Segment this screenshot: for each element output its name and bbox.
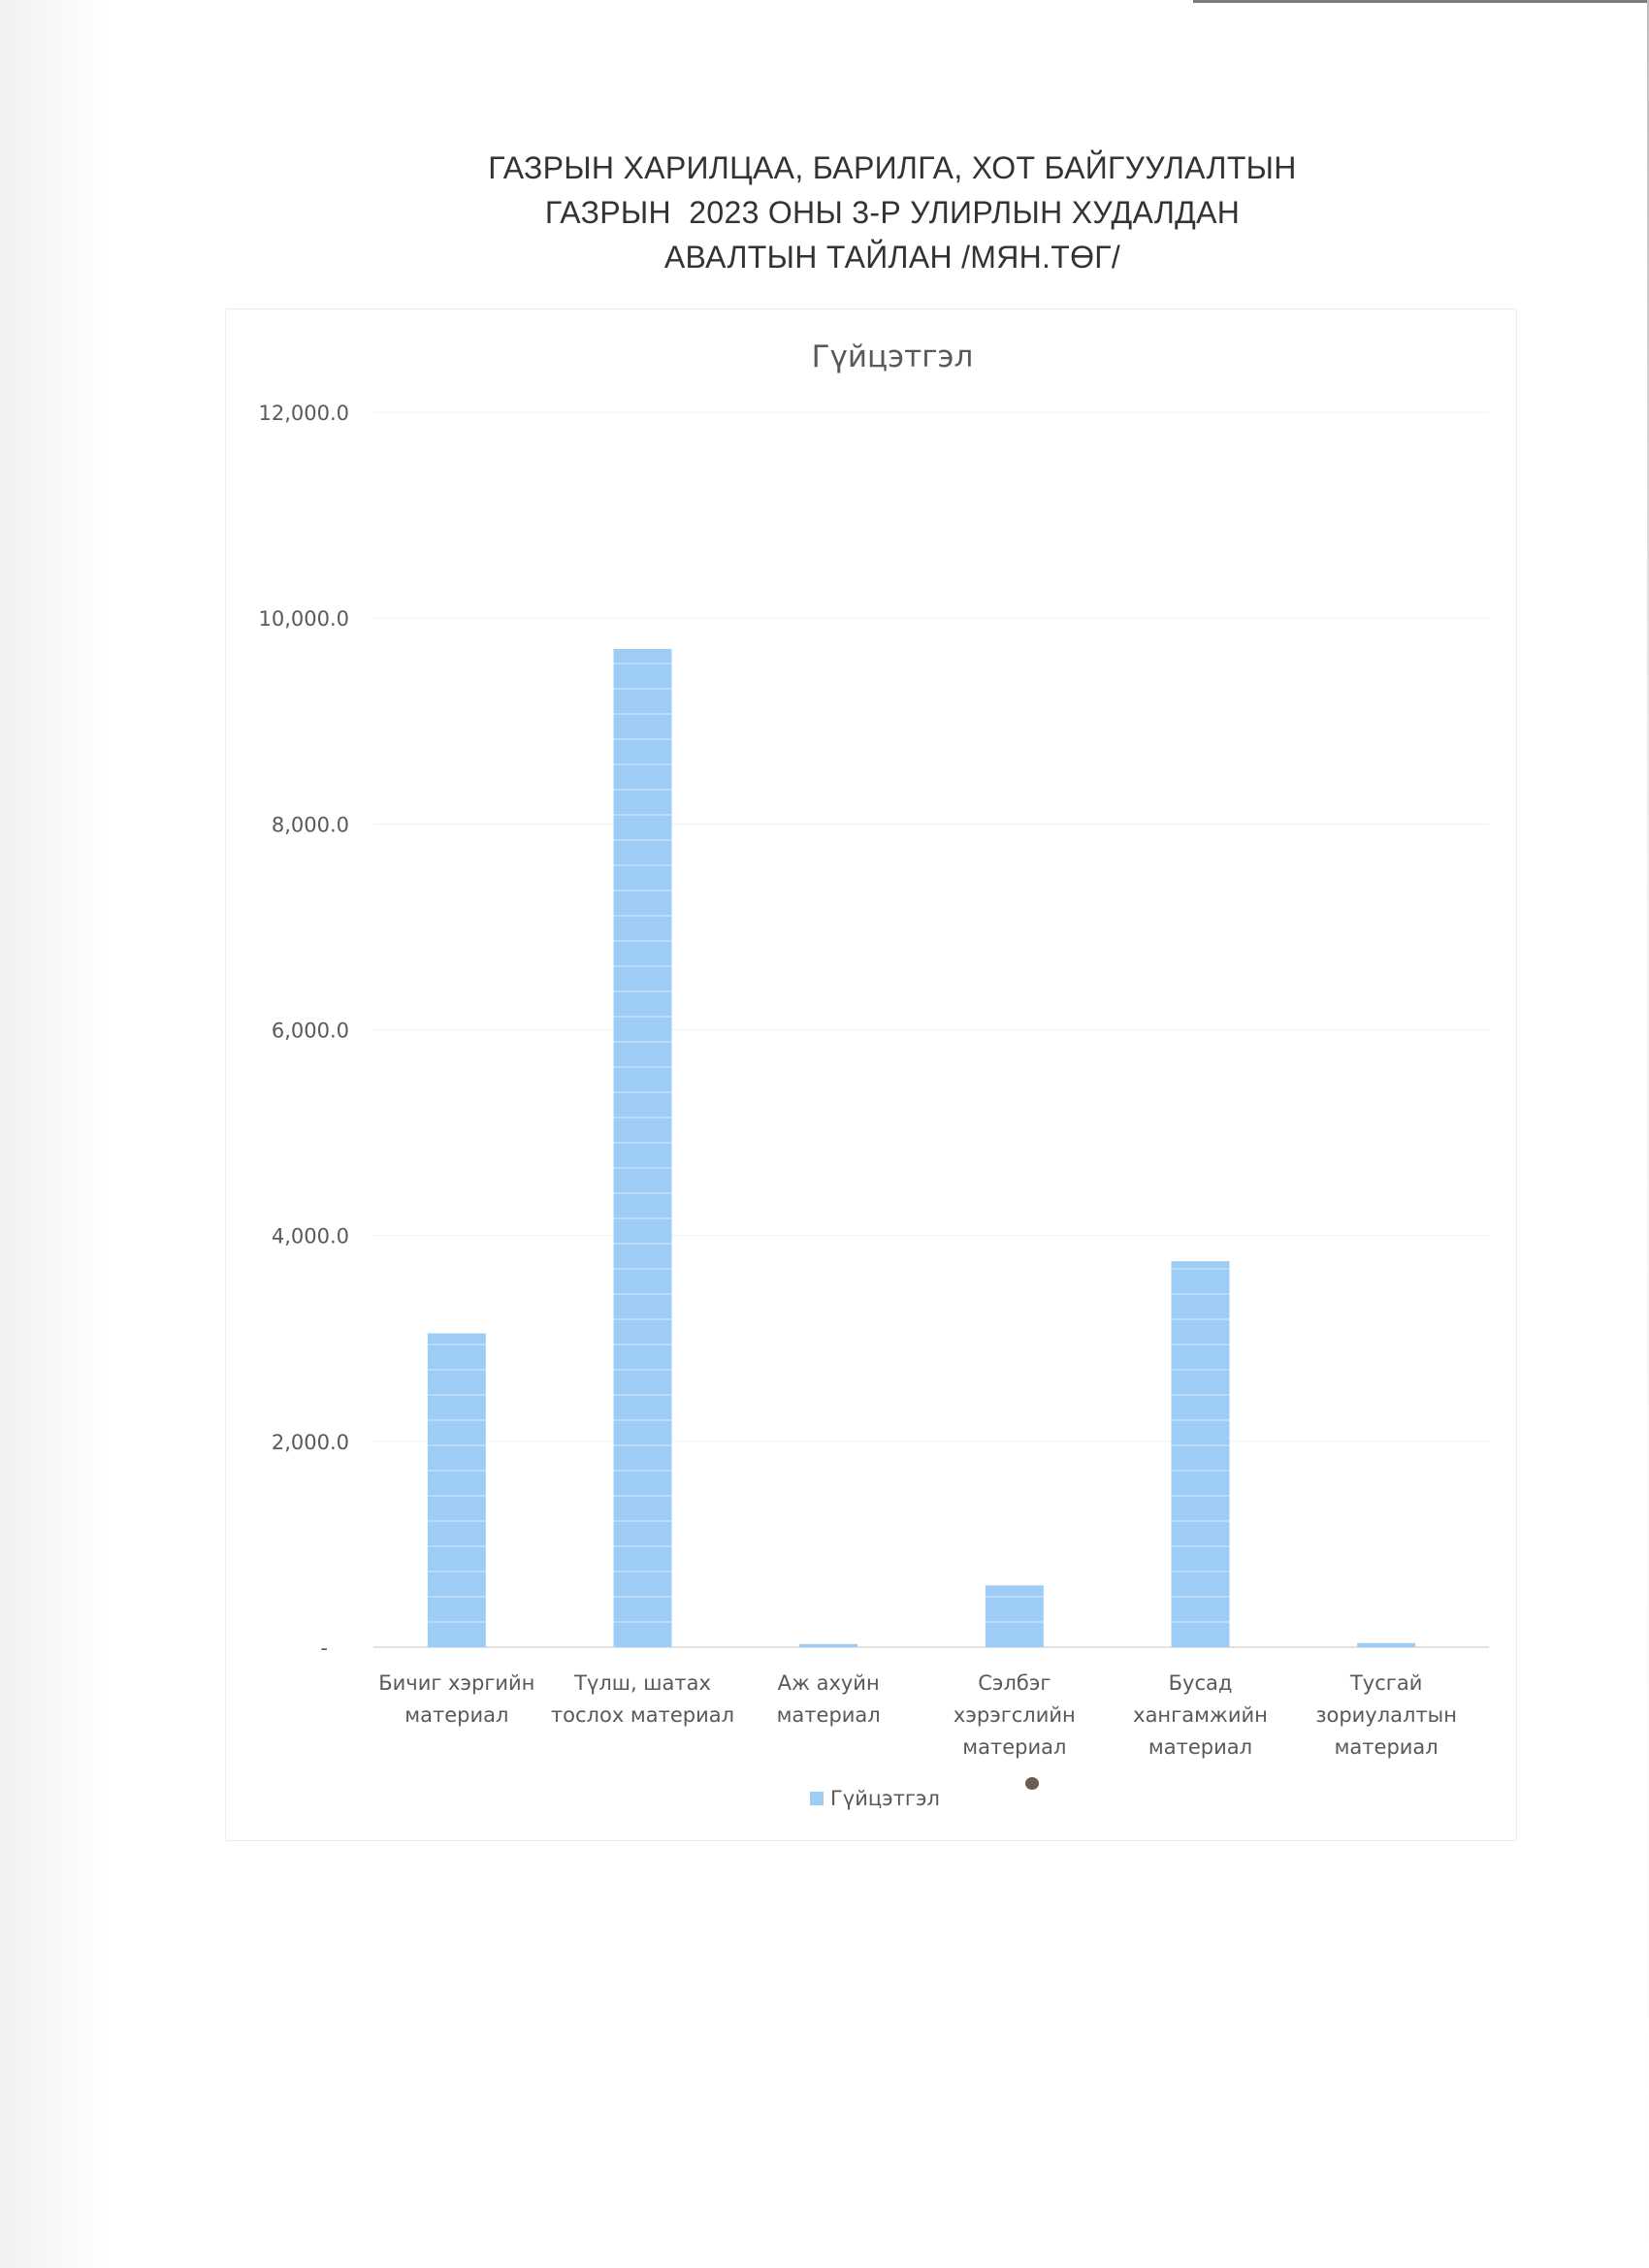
legend-swatch xyxy=(810,1792,824,1805)
x-tick-label: Тусгай xyxy=(1349,1671,1423,1695)
y-tick-label: 10,000.0 xyxy=(258,607,349,632)
x-tick-label: Бичиг хэргийн xyxy=(378,1671,535,1695)
document-title-line-3: АВАЛТЫН ТАЙЛАН /МЯН.ТӨГ/ xyxy=(663,240,1121,275)
x-tick-label: Түлш, шатах xyxy=(574,1671,711,1695)
x-tick-label: материал xyxy=(776,1703,881,1727)
x-tick-label: Сэлбэг xyxy=(978,1671,1051,1695)
y-tick-label: 4,000.0 xyxy=(271,1224,349,1248)
x-tick-label: материал xyxy=(404,1703,509,1727)
y-tick-label: 8,000.0 xyxy=(271,813,349,837)
x-tick-label: материал xyxy=(962,1735,1067,1759)
x-tick-label: Аж ахуйн xyxy=(777,1671,880,1695)
x-tick-label: тослох материал xyxy=(550,1703,735,1727)
document-title-line-1: ГАЗРЫН ХАРИЛЦАА, БАРИЛГА, ХОТ БАЙГУУЛАЛТЫН xyxy=(488,150,1297,185)
bar xyxy=(614,649,672,1647)
y-tick-label: 2,000.0 xyxy=(271,1430,349,1454)
bar xyxy=(428,1333,486,1647)
document-title-line-2: ГАЗРЫН 2023 ОНЫ 3-Р УЛИРЛЫН ХУДАЛДАН xyxy=(544,195,1241,230)
chart-title: Гүйцэтгэл xyxy=(811,340,974,374)
x-tick-label: материал xyxy=(1148,1735,1253,1759)
x-tick-label: материал xyxy=(1334,1735,1439,1759)
y-tick-label: - xyxy=(320,1636,328,1660)
bar xyxy=(799,1644,857,1647)
y-tick-label: 6,000.0 xyxy=(271,1019,349,1043)
legend-label: Гүйцэтгэл xyxy=(830,1787,940,1810)
x-tick-label: хэрэгслийн xyxy=(953,1703,1076,1727)
bar xyxy=(986,1585,1044,1647)
x-tick-label: хангамжийн xyxy=(1133,1703,1268,1727)
x-tick-label: зориулалтын xyxy=(1315,1703,1458,1727)
scan-speck xyxy=(1025,1777,1039,1790)
y-tick-label: 12,000.0 xyxy=(258,402,349,425)
x-tick-label: Бусад xyxy=(1168,1671,1233,1695)
bar xyxy=(1357,1643,1415,1647)
